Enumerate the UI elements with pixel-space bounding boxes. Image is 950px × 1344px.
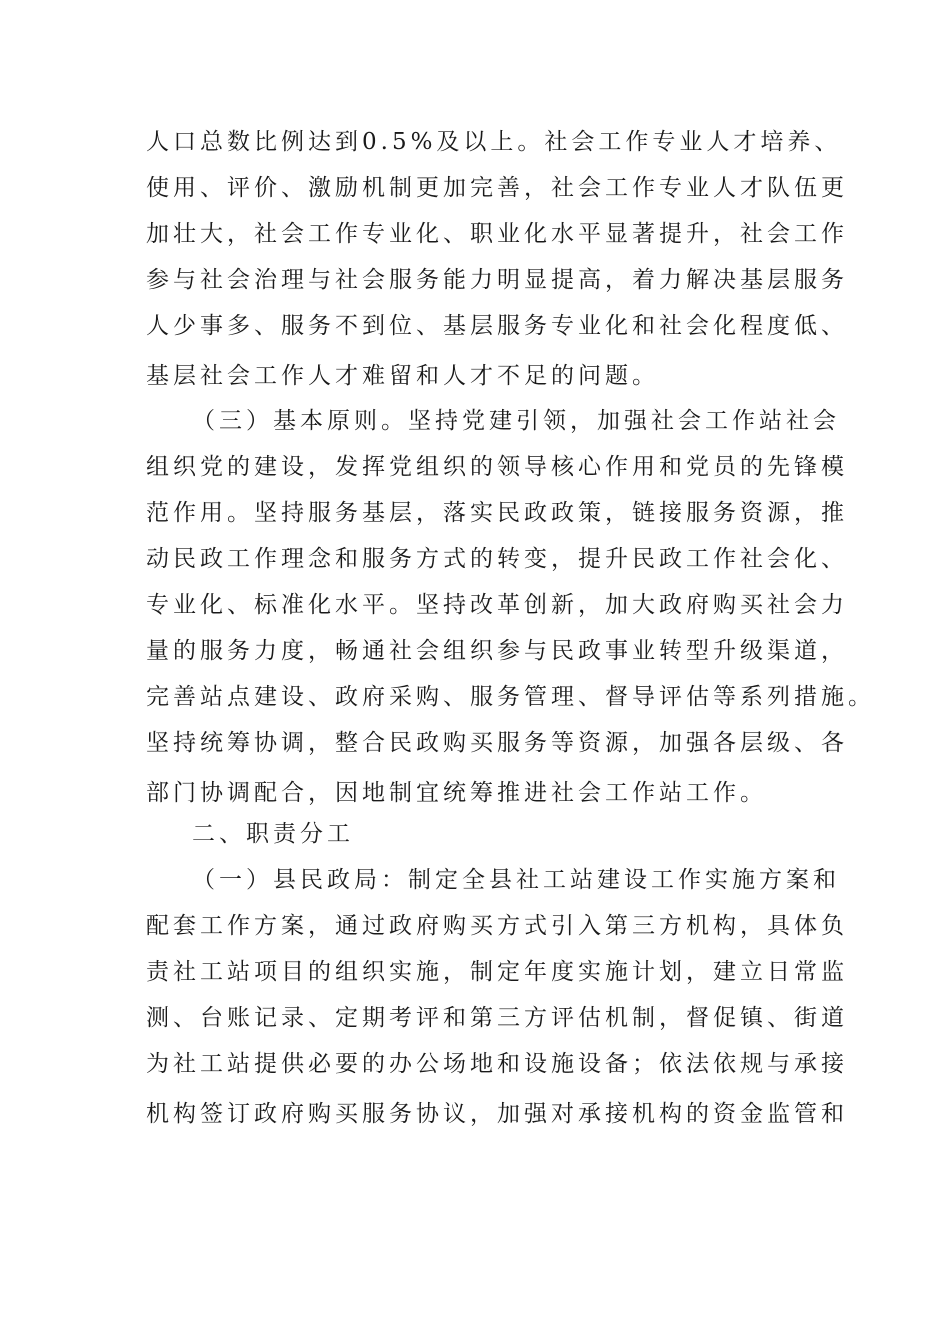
text-line: 完善站点建设、政府采购、服务管理、督导评估等系列措施。 [146,684,875,710]
paragraph-county-civil-affairs [146,857,848,1137]
text-line: 配套工作方案，通过政府购买方式引入第三方机构，具体负 [146,913,848,939]
text-line: 组织党的建设，发挥党组织的领导核心作用和党员的先锋模 [146,454,848,480]
section-heading: 二、职责分工 [192,821,354,847]
text-line: 部门协调配合，因地制宜统筹推进社会工作站工作。 [146,780,767,806]
text-line: 加壮大，社会工作专业化、职业化水平显著提升，社会工作 [146,221,848,247]
paragraph-basic-principles [146,398,875,816]
text-line: 动民政工作理念和服务方式的转变，提升民政工作社会化、 [146,546,848,572]
text-line: 机构签订政府购买服务协议，加强对承接机构的资金监管和 [146,1101,848,1127]
text-line: 范作用。坚持服务基层，落实民政政策，链接服务资源，推 [146,500,848,526]
text-line: 专业化、标准化水平。坚持改革创新，加大政府购买社会力 [146,592,848,618]
text-line: 测、台账记录、定期考评和第三方评估机制，督促镇、街道 [146,1005,848,1031]
text-line: （三）基本原则。坚持党建引领，加强社会工作站社会 [192,408,840,434]
text-line: 人少事多、服务不到位、基层服务专业化和社会化程度低、 [146,313,848,339]
text-line: 为社工站提供必要的办公场地和设施设备；依法依规与承接 [146,1051,848,1077]
text-line: 量的服务力度，畅通社会组织参与民政事业转型升级渠道， [146,638,848,664]
text-line: （一）县民政局：制定全县社工站建设工作实施方案和 [192,867,840,893]
text-line: 参与社会治理与社会服务能力明显提高，着力解决基层服务 [146,267,848,293]
text-line: 坚持统筹协调，整合民政购买服务等资源，加强各层级、各 [146,730,848,756]
text-line: 责社工站项目的组织实施，制定年度实施计划，建立日常监 [146,959,848,985]
paragraph-goals [146,119,848,399]
text-line: 使用、评价、激励机制更加完善，社会工作专业人才队伍更 [146,175,848,201]
text-line: 基层社会工作人才难留和人才不足的问题。 [146,363,659,389]
text-line: 人口总数比例达到0.5%及以上。社会工作专业人才培养、 [146,129,842,155]
